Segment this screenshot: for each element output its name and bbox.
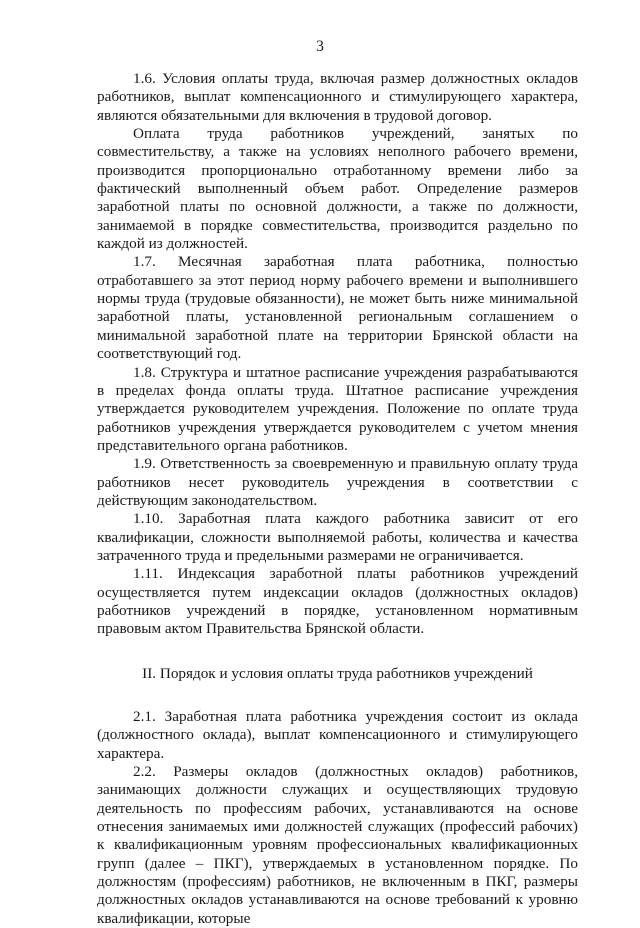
paragraph-part-time-pay: Оплата труда работников учреждений, занятых по совместительству, а также на условиях неполного рабочего времени, производится пропорционально отработанному времени либо за фактический выполненный объем работ. Определение размеров заработной платы по основной должности, а также по должности, занимаемой в порядке совместительства, производится раздельно по каждой из должностей. (97, 125, 578, 253)
document-body (97, 70, 578, 928)
paragraph-1-9: 1.9. Ответственность за своевременную и правильную оплату труда работников несет руководитель учреждения в соответствии с действующим законодательством. (97, 455, 578, 509)
paragraph-1-6: 1.6. Условия оплаты труда, включая размер должностных окладов работников, выплат компенсационного и стимулирующего характера, являются обязательными для включения в трудовой договор. (97, 70, 578, 124)
paragraph-1-7: 1.7. Месячная заработная плата работника, полностью отработавшего за этот период норму рабочего времени и выполнившего нормы труда (трудовые обязанности), не может быть ниже минимальной заработной платы, установленной региональным соглашением о минимальной заработной плате на территории Брянской области на соответствующий год. (97, 253, 578, 363)
paragraph-2-1: 2.1. Заработная плата работника учреждения состоит из оклада (должностного оклада), выплат компенсационного и стимулирующего характера. (97, 708, 578, 762)
paragraph-1-11: 1.11. Индексация заработной платы работников учреждений осуществляется путем индексации окладов (должностных окладов) работников учреждений в порядке, установленном нормативным правовым актом Правительства Брянской области. (97, 565, 578, 638)
paragraph-2-2: 2.2. Размеры окладов (должностных окладов) работников, занимающих должности служащих и осуществляющих трудовую деятельность по профессиям рабочих, устанавливаются на основе отнесения занимаемых ими должностей служащих (профессий рабочих) к квалификационным уровням профессиональных квалификационных групп (далее – ПКГ), утверждаемых в установленном порядке. По должностям (профессиям) работников, не включенным в ПКГ, размеры должностных окладов устанавливаются на основе требований к уровню квалификации, которые (97, 763, 578, 927)
section-heading: II. Порядок и условия оплаты труда работников учреждений (142, 664, 533, 682)
paragraph-1-10: 1.10. Заработная плата каждого работника зависит от его квалификации, сложности выполняемой работы, количества и качества затраченного труда и предельными размерами не ограничивается. (97, 510, 578, 564)
paragraph-1-8: 1.8. Структура и штатное расписание учреждения разрабатываются в пределах фонда оплаты труда. Штатное расписание учреждения утверждается руководителем учреждения. Положение по оплате труда работников учреждения утверждается руководителем с учетом мнения представительного органа работников. (97, 363, 578, 454)
page-number: 3 (316, 38, 324, 55)
